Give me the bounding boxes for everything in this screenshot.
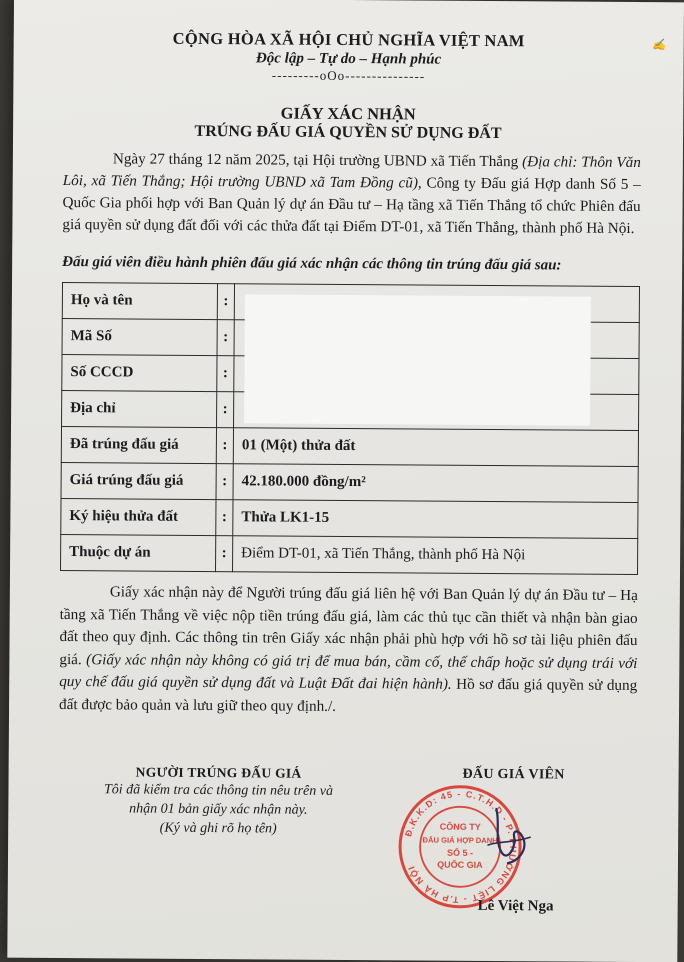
- redaction-block: [244, 294, 591, 425]
- row-label: Ký hiệu thửa đất: [61, 499, 216, 536]
- handwritten-mark: ✍: [651, 39, 666, 52]
- svg-text:ĐẤU GIÁ HỢP DANH: ĐẤU GIÁ HỢP DANH: [422, 835, 498, 846]
- row-label: Giá trúng đấu giá: [61, 463, 216, 500]
- table-row: Họ và tên :: [62, 283, 639, 323]
- row-label: Mã Số: [62, 319, 217, 356]
- intro-paragraph: Ngày 27 tháng 12 năm 2025, tại Hội trường UBND xã Tiến Thắng (Địa chỉ: Thôn Văn Lôi, xã Tiến Thắng; Hội trường UBND xã Tam Đồng cũ), Công ty Đấu giá Hợp danh Số 5 – Quốc Gia phối hợp với Ban Quản lý dự án Đầu tư – Hạ tầng xã Tiến Thắng tổ chức Phiên đấu giá quyền sử dụng đất đối với các thửa đất tại Điểm DT-01, xã Tiến Thắng, thành phố Hà Nội.: [62, 150, 641, 237]
- row-value: Thửa LK1-15: [233, 500, 638, 539]
- table-row: Giá trúng đấu giá : 42.180.000 đồng/m²: [61, 463, 638, 503]
- row-label: Họ và tên: [62, 283, 217, 320]
- row-value: 42.180.000 đồng/m²: [233, 464, 638, 503]
- row-label: Đã trúng đấu giá: [61, 427, 216, 464]
- winner-signature-block: NGƯỜI TRÚNG ĐẤU GIÁ Tôi đã kiểm tra các thông tin nêu trên và nhận 01 bản giấy xác nhận này. (Ký và ghi rõ họ tên): [68, 764, 369, 839]
- row-value: 01 (Một) thửa đất: [233, 428, 638, 467]
- table-row: Đã trúng đấu giá : 01 (Một) thửa đất: [61, 427, 638, 467]
- auctioneer-signature-block: [419, 767, 609, 784]
- table-row: Mã Số :: [62, 319, 639, 359]
- confirmation-line: Đấu giá viên điều hành phiên đấu giá xác nhận các thông tin trúng đấu giá sau:: [62, 254, 562, 274]
- row-label: Địa chỉ: [62, 391, 217, 428]
- auctioneer-title: ĐẤU GIÁ VIÊN: [462, 766, 565, 783]
- motto: Độc lập – Tự do – Hạnh phúc: [255, 50, 442, 68]
- svg-text:QUỐC GIA: QUỐC GIA: [437, 859, 483, 870]
- doc-title: GIẤY XÁC NHẬN: [280, 103, 416, 124]
- signer-name: Lê Việt Nga: [477, 897, 554, 915]
- row-label: Số CCCD: [62, 355, 217, 392]
- doc-subtitle: TRÚNG ĐẤU GIÁ QUYỀN SỬ DỤNG ĐẤT: [194, 122, 502, 143]
- body-paragraph: Giấy xác nhận này để Người trúng đấu giá liên hệ với Ban Quản lý dự án Đầu tư – Hạ tầng xã Tiến Thắng về việc nộp tiền trúng đấu giá, làm các thủ tục cần thiết và nhận bàn giao đất theo quy định. Các thông tin trên Giấy xác nhận phải phù hợp với hồ sơ tài liệu phiên đấu giá. (Giấy xác nhận này không có giá trị để mua bán, cầm cố, thế chấp hoặc sử dụng trái với quy chế đấu giá quyền sử dụng đất và Luật Đất đai hiện hành). Hồ sơ đấu giá quyền sử dụng đất được bảo quản và lưu giữ theo quy định./.: [59, 583, 638, 715]
- nation-header: CỘNG HÒA XÃ HỘI CHỦ NGHĨA VIỆT NAM: [172, 28, 525, 51]
- handwritten-signature: [478, 801, 538, 871]
- document-page: [7, 0, 684, 962]
- svg-text:SỐ 5 -: SỐ 5 -: [447, 847, 474, 858]
- table-row: Địa chỉ :: [62, 391, 639, 431]
- row-label: Thuộc dự án: [61, 535, 216, 572]
- table-row: Thuộc dự án : Điểm DT-01, xã Tiến Thắng, thành phố Hà Nội: [61, 535, 638, 575]
- table-row: Số CCCD :: [62, 355, 639, 395]
- row-value: Điểm DT-01, xã Tiến Thắng, thành phố Hà Nội: [233, 536, 638, 575]
- table-row: Ký hiệu thửa đất : Thửa LK1-15: [61, 499, 638, 539]
- svg-text:CÔNG TY: CÔNG TY: [439, 821, 481, 832]
- header-divider: ---------oOo---------------: [271, 67, 426, 84]
- svg-text:Đ.K.K.D: 45 - C.T.H.D - P. PHƯ: Đ.K.K.D: 45 - C.T.H.D - P. PHƯỜNG LIỆT - T.P HÀ NỘI: [403, 788, 519, 905]
- winner-title: NGƯỜI TRÚNG ĐẤU GIÁ: [135, 764, 302, 781]
